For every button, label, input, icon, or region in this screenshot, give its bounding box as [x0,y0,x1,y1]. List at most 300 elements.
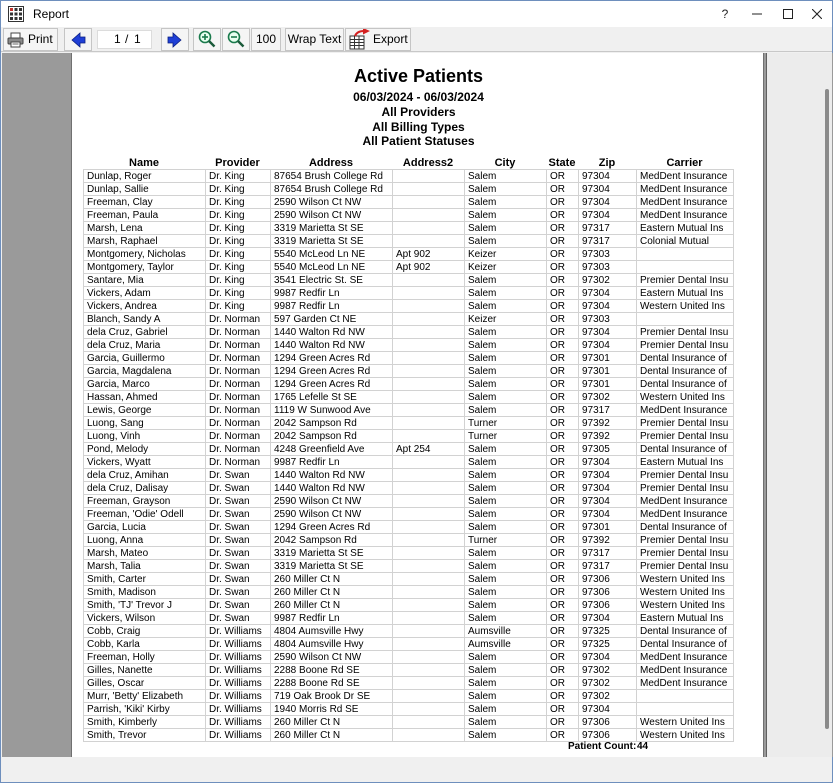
cell-name: Garcia, Lucia [84,521,206,534]
cell-carrier: Western United Ins [637,729,734,742]
patients-table [83,169,734,742]
cell-provider: Dr. King [206,300,271,313]
cell-carrier: Premier Dental Insu [637,274,734,287]
cell-zip: 97304 [579,209,637,222]
cell-address: 1440 Walton Rd NW [271,339,393,352]
cell-state: OR [547,209,579,222]
cell-name: Smith, Trevor [84,729,206,742]
cell-name: Montgomery, Taylor [84,261,206,274]
cell-city: Salem [465,443,547,456]
cell-provider: Dr. Norman [206,313,271,326]
cell-address: 3319 Marietta St SE [271,560,393,573]
cell-address2 [393,274,465,287]
cell-address: 260 Miller Ct N [271,599,393,612]
cell-address2: Apt 902 [393,248,465,261]
cell-state: OR [547,170,579,183]
cell-address2 [393,625,465,638]
cell-state: OR [547,638,579,651]
cell-address: 1440 Walton Rd NW [271,482,393,495]
cell-address2 [393,677,465,690]
cell-carrier: Dental Insurance of [637,521,734,534]
cell-zip: 97301 [579,365,637,378]
cell-state: OR [547,547,579,560]
cell-state: OR [547,443,579,456]
cell-name: Murr, 'Betty' Elizabeth [84,690,206,703]
cell-zip: 97392 [579,534,637,547]
cell-city: Salem [465,469,547,482]
cell-name: Dunlap, Roger [84,170,206,183]
cell-city: Salem [465,560,547,573]
cell-city: Salem [465,508,547,521]
cell-carrier: Premier Dental Insu [637,326,734,339]
cell-name: Freeman, Holly [84,651,206,664]
cell-address2 [393,664,465,677]
cell-address2 [393,209,465,222]
cell-zip: 97325 [579,625,637,638]
zoom-100-button[interactable]: 100 [251,28,281,51]
cell-city: Salem [465,677,547,690]
cell-city: Salem [465,326,547,339]
cell-carrier: MedDent Insurance [637,183,734,196]
table-row [84,469,734,482]
cell-address2 [393,339,465,352]
cell-provider: Dr. King [206,235,271,248]
cell-name: Marsh, Raphael [84,235,206,248]
cell-zip: 97303 [579,248,637,261]
cell-zip: 97304 [579,300,637,313]
cell-zip: 97304 [579,287,637,300]
cell-carrier [637,261,734,274]
table-row [84,716,734,729]
cell-city: Salem [465,586,547,599]
column-header-carrier: Carrier [666,157,703,169]
table-row [84,222,734,235]
cell-carrier: Premier Dental Insu [637,430,734,443]
table-row [84,508,734,521]
cell-name: Marsh, Lena [84,222,206,235]
cell-address2 [393,716,465,729]
patient-count-label: Patient Count: [568,741,637,752]
cell-city: Salem [465,365,547,378]
zoom-in-icon [198,30,216,48]
cell-address2 [393,599,465,612]
cell-zip: 97302 [579,664,637,677]
cell-state: OR [547,560,579,573]
cell-city: Aumsville [465,625,547,638]
status-bar [1,757,832,782]
cell-carrier: Western United Ins [637,586,734,599]
cell-provider: Dr. Williams [206,664,271,677]
column-header-name: Name [129,157,159,169]
table-row [84,573,734,586]
cell-provider: Dr. King [206,209,271,222]
cell-provider: Dr. Norman [206,391,271,404]
cell-zip: 97306 [579,586,637,599]
cell-city: Salem [465,391,547,404]
cell-carrier: MedDent Insurance [637,677,734,690]
cell-state: OR [547,625,579,638]
table-row [84,313,734,326]
cell-zip: 97305 [579,443,637,456]
table-row [84,326,734,339]
table-row [84,638,734,651]
table-row [84,612,734,625]
patient-count-value: 44 [637,741,649,752]
cell-address2 [393,235,465,248]
cell-provider: Dr. King [206,287,271,300]
help-button[interactable]: ? [721,7,729,21]
cell-state: OR [547,300,579,313]
cell-city: Salem [465,196,547,209]
cell-name: Freeman, Clay [84,196,206,209]
cell-city: Salem [465,547,547,560]
table-row [84,521,734,534]
cell-provider: Dr. Norman [206,339,271,352]
cell-zip: 97317 [579,547,637,560]
cell-carrier: Western United Ins [637,716,734,729]
cell-address: 1940 Morris Rd SE [271,703,393,716]
cell-state: OR [547,248,579,261]
cell-city: Salem [465,703,547,716]
cell-provider: Dr. Swan [206,521,271,534]
cell-zip: 97301 [579,352,637,365]
cell-name: Smith, Madison [84,586,206,599]
cell-provider: Dr. Swan [206,560,271,573]
cell-city: Salem [465,222,547,235]
cell-address: 4804 Aumsville Hwy [271,625,393,638]
cell-provider: Dr. Williams [206,690,271,703]
cell-zip: 97303 [579,313,637,326]
cell-provider: Dr. King [206,170,271,183]
cell-carrier: Dental Insurance of [637,625,734,638]
cell-name: Vickers, Wyatt [84,456,206,469]
page-number-field[interactable] [97,30,152,49]
cell-carrier: Eastern Mutual Ins [637,222,734,235]
cell-zip: 97306 [579,599,637,612]
cell-address: 2288 Boone Rd SE [271,664,393,677]
cell-address2 [393,391,465,404]
cell-name: Santare, Mia [84,274,206,287]
wrap-text-button[interactable]: Wrap Text [285,28,344,51]
cell-address: 1294 Green Acres Rd [271,378,393,391]
report-patient-statuses: All Patient Statuses [362,134,475,148]
cell-address2 [393,651,465,664]
current-page: 1 [114,32,121,46]
table-row [84,625,734,638]
table-row [84,183,734,196]
cell-name: dela Cruz, Maria [84,339,206,352]
table-row [84,651,734,664]
print-button[interactable] [3,28,58,51]
cell-carrier: MedDent Insurance [637,196,734,209]
cell-zip: 97304 [579,339,637,352]
page-separator: / [125,32,129,46]
cell-address: 1765 Lefelle St SE [271,391,393,404]
cell-address: 2042 Sampson Rd [271,430,393,443]
report-viewer[interactable] [2,53,833,757]
cell-carrier [637,248,734,261]
cell-address: 1440 Walton Rd NW [271,326,393,339]
maximize-icon [783,9,793,19]
cell-zip: 97302 [579,274,637,287]
cell-address: 9987 Redfir Ln [271,612,393,625]
cell-provider: Dr. Swan [206,508,271,521]
cell-provider: Dr. Swan [206,534,271,547]
cell-carrier: Dental Insurance of [637,352,734,365]
cell-provider: Dr. Swan [206,586,271,599]
cell-carrier: MedDent Insurance [637,651,734,664]
cell-address2 [393,586,465,599]
table-row [84,235,734,248]
cell-name: Smith, Carter [84,573,206,586]
cell-carrier: Colonial Mutual [637,235,734,248]
cell-address: 3541 Electric St. SE [271,274,393,287]
cell-address: 2042 Sampson Rd [271,534,393,547]
cell-provider: Dr. Norman [206,404,271,417]
cell-provider: Dr. King [206,196,271,209]
cell-state: OR [547,391,579,404]
cell-state: OR [547,534,579,547]
maximize-button[interactable] [772,1,804,27]
cell-provider: Dr. King [206,183,271,196]
cell-provider: Dr. Norman [206,456,271,469]
cell-address: 597 Garden Ct NE [271,313,393,326]
cell-carrier: MedDent Insurance [637,495,734,508]
cell-address2 [393,300,465,313]
cell-address: 5540 McLeod Ln NE [271,248,393,261]
cell-city: Salem [465,612,547,625]
cell-state: OR [547,508,579,521]
cell-provider: Dr. Williams [206,625,271,638]
table-row [84,261,734,274]
cell-zip: 97303 [579,261,637,274]
cell-address: 1294 Green Acres Rd [271,352,393,365]
table-row [84,391,734,404]
cell-address: 4804 Aumsville Hwy [271,638,393,651]
cell-address: 1294 Green Acres Rd [271,521,393,534]
cell-address2 [393,469,465,482]
cell-address: 3319 Marietta St SE [271,547,393,560]
cell-zip: 97325 [579,638,637,651]
cell-provider: Dr. Williams [206,677,271,690]
cell-address2 [393,534,465,547]
previous-page-button[interactable] [64,28,92,51]
cell-city: Turner [465,430,547,443]
cell-name: Smith, 'TJ' Trevor J [84,599,206,612]
table-row [84,703,734,716]
cell-address2 [393,365,465,378]
table-row [84,365,734,378]
cell-zip: 97317 [579,404,637,417]
cell-carrier: Eastern Mutual Ins [637,456,734,469]
cell-address2 [393,456,465,469]
cell-city: Salem [465,170,547,183]
cell-carrier: Premier Dental Insu [637,560,734,573]
cell-provider: Dr. Williams [206,729,271,742]
minimize-icon [752,9,762,19]
cell-address2 [393,170,465,183]
cell-state: OR [547,378,579,391]
cell-name: dela Cruz, Gabriel [84,326,206,339]
cell-state: OR [547,430,579,443]
cell-provider: Dr. King [206,248,271,261]
report-billing-types: All Billing Types [372,120,465,134]
cell-city: Turner [465,534,547,547]
cell-carrier: Dental Insurance of [637,365,734,378]
cell-zip: 97304 [579,170,637,183]
cell-state: OR [547,235,579,248]
cell-city: Salem [465,664,547,677]
cell-state: OR [547,664,579,677]
cell-state: OR [547,417,579,430]
cell-address2 [393,222,465,235]
cell-address2 [393,326,465,339]
cell-city: Salem [465,495,547,508]
cell-state: OR [547,469,579,482]
table-row [84,456,734,469]
table-row [84,209,734,222]
cell-address2 [393,573,465,586]
cell-address2 [393,482,465,495]
table-row [84,443,734,456]
cell-address: 260 Miller Ct N [271,729,393,742]
cell-address: 3319 Marietta St SE [271,235,393,248]
table-row [84,729,734,742]
report-page [71,53,764,757]
cell-carrier: Premier Dental Insu [637,417,734,430]
table-row [84,495,734,508]
cell-carrier [637,690,734,703]
cell-name: Montgomery, Nicholas [84,248,206,261]
cell-name: Garcia, Guillermo [84,352,206,365]
table-row [84,547,734,560]
cell-address2 [393,521,465,534]
cell-address: 9987 Redfir Ln [271,300,393,313]
cell-name: Garcia, Marco [84,378,206,391]
cell-state: OR [547,573,579,586]
cell-zip: 97306 [579,716,637,729]
scrollbar-thumb[interactable] [825,89,829,729]
cell-carrier: MedDent Insurance [637,508,734,521]
title-bar [1,1,832,27]
cell-state: OR [547,729,579,742]
cell-address2 [393,378,465,391]
cell-city: Salem [465,183,547,196]
cell-carrier: Western United Ins [637,300,734,313]
cell-city: Salem [465,274,547,287]
cell-name: Freeman, 'Odie' Odell [84,508,206,521]
cell-carrier: Eastern Mutual Ins [637,612,734,625]
cell-carrier [637,703,734,716]
cell-city: Salem [465,521,547,534]
cell-address2 [393,196,465,209]
cell-address2 [393,508,465,521]
cell-name: Luong, Sang [84,417,206,430]
cell-zip: 97304 [579,703,637,716]
cell-provider: Dr. Norman [206,417,271,430]
cell-city: Keizer [465,313,547,326]
cell-name: Blanch, Sandy A [84,313,206,326]
table-row [84,287,734,300]
cell-address2: Apt 902 [393,261,465,274]
cell-name: Garcia, Magdalena [84,365,206,378]
cell-zip: 97304 [579,508,637,521]
minimize-button[interactable] [741,1,773,27]
cell-carrier: Western United Ins [637,391,734,404]
cell-provider: Dr. Williams [206,651,271,664]
cell-provider: Dr. Swan [206,599,271,612]
cell-zip: 97317 [579,235,637,248]
export-button[interactable] [345,28,411,51]
cell-city: Salem [465,287,547,300]
cell-address: 5540 McLeod Ln NE [271,261,393,274]
cell-address: 260 Miller Ct N [271,573,393,586]
cell-carrier: Eastern Mutual Ins [637,287,734,300]
cell-name: Hassan, Ahmed [84,391,206,404]
cell-zip: 97304 [579,651,637,664]
table-row [84,677,734,690]
cell-provider: Dr. King [206,222,271,235]
close-button[interactable] [801,1,833,27]
cell-address2 [393,313,465,326]
cell-state: OR [547,677,579,690]
cell-address2 [393,560,465,573]
cell-address2 [393,417,465,430]
export-spreadsheet-icon [349,29,371,50]
cell-provider: Dr. Swan [206,495,271,508]
cell-carrier: Western United Ins [637,599,734,612]
cell-name: Cobb, Craig [84,625,206,638]
cell-state: OR [547,482,579,495]
table-row [84,300,734,313]
cell-address2 [393,638,465,651]
vertical-scrollbar[interactable] [766,53,832,757]
cell-name: Pond, Melody [84,443,206,456]
cell-zip: 97304 [579,495,637,508]
cell-zip: 97304 [579,196,637,209]
zoom-out-icon [227,30,245,48]
cell-provider: Dr. Norman [206,378,271,391]
cell-address: 2590 Wilson Ct NW [271,209,393,222]
cell-carrier: MedDent Insurance [637,664,734,677]
zoom-in-button[interactable] [193,28,221,51]
cell-city: Salem [465,482,547,495]
export-label: Export [373,32,408,46]
cell-state: OR [547,261,579,274]
cell-address2 [393,352,465,365]
cell-provider: Dr. Norman [206,326,271,339]
report-date-range: 06/03/2024 - 06/03/2024 [353,90,484,104]
cell-name: Vickers, Wilson [84,612,206,625]
table-row [84,248,734,261]
cell-state: OR [547,690,579,703]
cell-provider: Dr. Swan [206,573,271,586]
cell-state: OR [547,196,579,209]
cell-address2 [393,547,465,560]
report-title: Active Patients [353,66,484,86]
cell-city: Turner [465,417,547,430]
table-row [84,599,734,612]
cell-carrier: MedDent Insurance [637,170,734,183]
cell-provider: Dr. Swan [206,469,271,482]
next-page-button[interactable] [161,28,189,51]
cell-address2 [393,612,465,625]
cell-address2: Apt 254 [393,443,465,456]
cell-state: OR [547,599,579,612]
zoom-out-button[interactable] [222,28,250,51]
cell-zip: 97302 [579,690,637,703]
print-label: Print [28,32,53,46]
